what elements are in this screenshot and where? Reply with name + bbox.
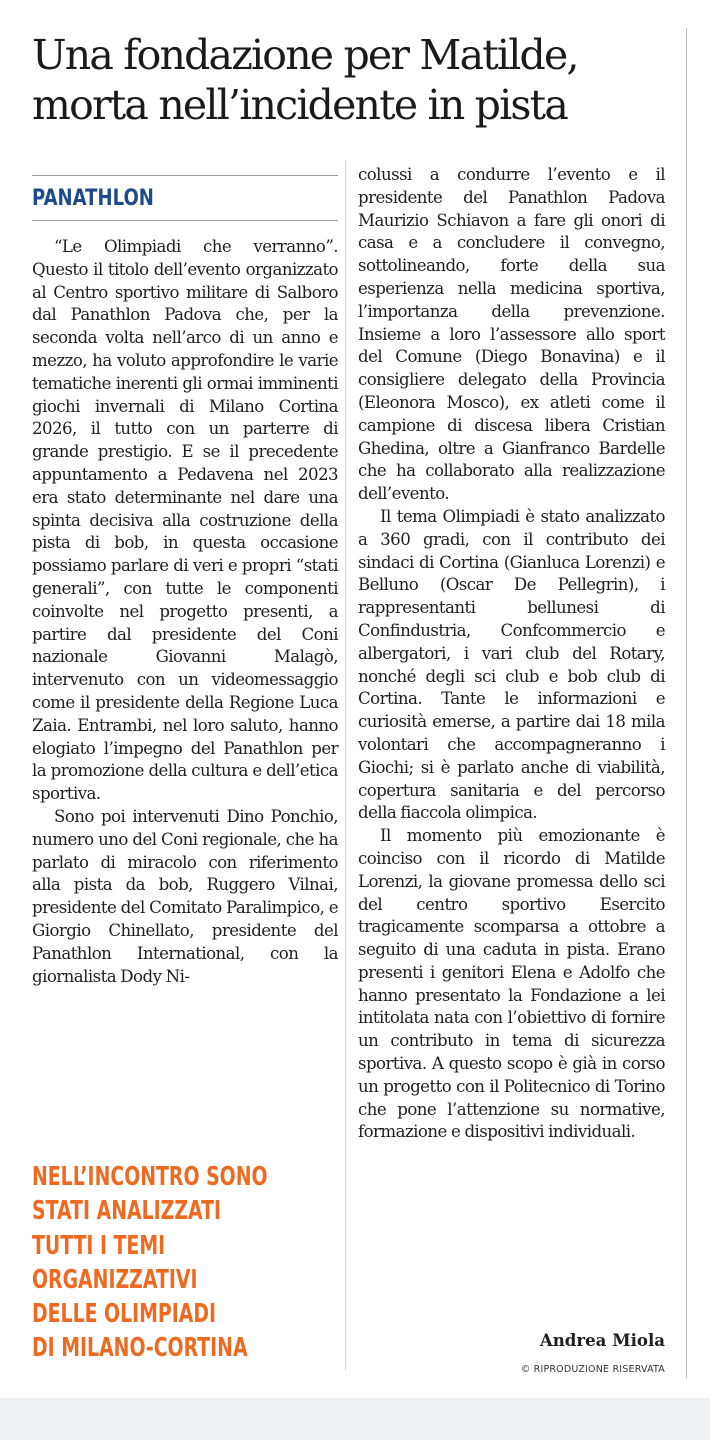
paragraph: Il momento più emozionante è coinciso con il ricordo di Matilde Lorenzi, la giovane promessa dello sci del centro sportivo Esercito tragicamente scomparsa a ottobre a seguito di una caduta in pista. Erano presenti i genitori Elena e Adolfo che hanno presentato la Fondazione a lei intitolata nata con l’obiettivo di fornire un contributo in tema di sicurezza sportiva. A questo scopo è già in corso un progetto con il Politecnico di Torino che pone l’attenzione su normative, formazione e dispositivi individuali. bbox=[358, 826, 665, 1142]
pull-quote bbox=[32, 1160, 268, 1366]
section-rule-top bbox=[32, 175, 338, 176]
author-byline: Andrea Miola bbox=[539, 1330, 665, 1350]
headline-line-1: Una fondazione per Matilde, bbox=[32, 31, 578, 79]
pull-quote-line: NELL’INCONTRO SONO bbox=[32, 1162, 268, 1192]
headline-line-2: morta nell’incidente in pista bbox=[32, 81, 567, 129]
paragraph: colussi a condurre l’evento e il presidente del Panathlon Padova Maurizio Schiavon a fare gli onori di casa e a concludere il convegno, sottolineando, forte della sua esperienza nella medicina sportiva, l’importanza della prevenzione. Insieme a loro l’assessore allo sport del Comune (Diego Bonavina) e il consigliere delegato della Provincia (Eleonora Mosco), ex atleti come il campione di discesa libera Cristian Ghedina, oltre a Gianfranco Bardelle che ha collaborato alla realizzazione dell’evento. bbox=[358, 165, 665, 504]
paragraph: “Le Olimpiadi che verranno”. Questo il titolo dell’evento organizzato al Centro sportivo militare di Salboro dal Panathlon Padova che, per la seconda volta nell’arco di un anno e mezzo, ha voluto approfondire le varie tematiche inerenti gli ormai imminenti giochi invernali di Milano Cortina 2026, il tutto con un parterre di grande prestigio. E se il precedente appuntamento a Pedavena nel 2023 era stato determinante nel dare una spinta decisiva alla costruzione della pista di bob, in questa occasione possiamo parlare di veri e propri “stati generali”, con tutte le componenti coinvolte nel progetto presenti, a partire dal presidente del Coni nazionale Giovanni Malagò, intervenuto con un videomessaggio come il presidente della Regione Luca Zaia. Entrambi, nel loro saluto, hanno elogiato l’impegno del Panathlon per la promozione della cultura e dell’etica sportiva. bbox=[32, 237, 338, 804]
section-rule-bottom bbox=[32, 220, 338, 221]
article-headline bbox=[32, 30, 682, 130]
paragraph: Sono poi intervenuti Dino Ponchio, numero uno del Coni regionale, che ha parlato di miracolo con riferimento alla pista da bob, Ruggero Vilnai, presidente del Comitato Paralimpico, e Giorgio Chinellato, presidente del Panathlon International, con la giornalista Dody Ni- bbox=[32, 806, 338, 986]
screen-bottom-band bbox=[0, 1398, 710, 1440]
article-column-right bbox=[358, 164, 665, 1144]
column-divider bbox=[345, 160, 346, 1370]
pull-quote-line: ORGANIZZATIVI bbox=[32, 1264, 198, 1295]
pull-quote-line: DI MILANO-CORTINA bbox=[32, 1333, 248, 1364]
section-label: PANATHLON bbox=[32, 186, 154, 211]
copyright-notice: © RIPRODUZIONE RISERVATA bbox=[520, 1364, 665, 1375]
page-edge-rule bbox=[686, 28, 687, 1378]
paragraph: Il tema Olimpiadi è stato analizzato a 360 gradi, con il contributo dei sindaci di Cortina (Gianluca Lorenzi) e Belluno (Oscar De Pellegrin), i rappresentanti bellunesi di Confindustria, Confcommercio e albergatori, i vari club del Rotary, nonché degli sci club e bob club di Cortina. Tante le informazioni e curiosità emerse, a partire dai 18 mila volontari che accompagneranno i Giochi; si è parlato anche di viabilità, copertura sanitaria e del percorso della fiaccola olimpica. bbox=[358, 506, 665, 823]
pull-quote-line: DELLE OLIMPIADI bbox=[32, 1299, 217, 1330]
pull-quote-line: TUTTI I TEMI bbox=[32, 1230, 166, 1261]
pull-quote-line: STATI ANALIZZATI bbox=[32, 1196, 222, 1227]
article-column-left bbox=[32, 236, 338, 988]
